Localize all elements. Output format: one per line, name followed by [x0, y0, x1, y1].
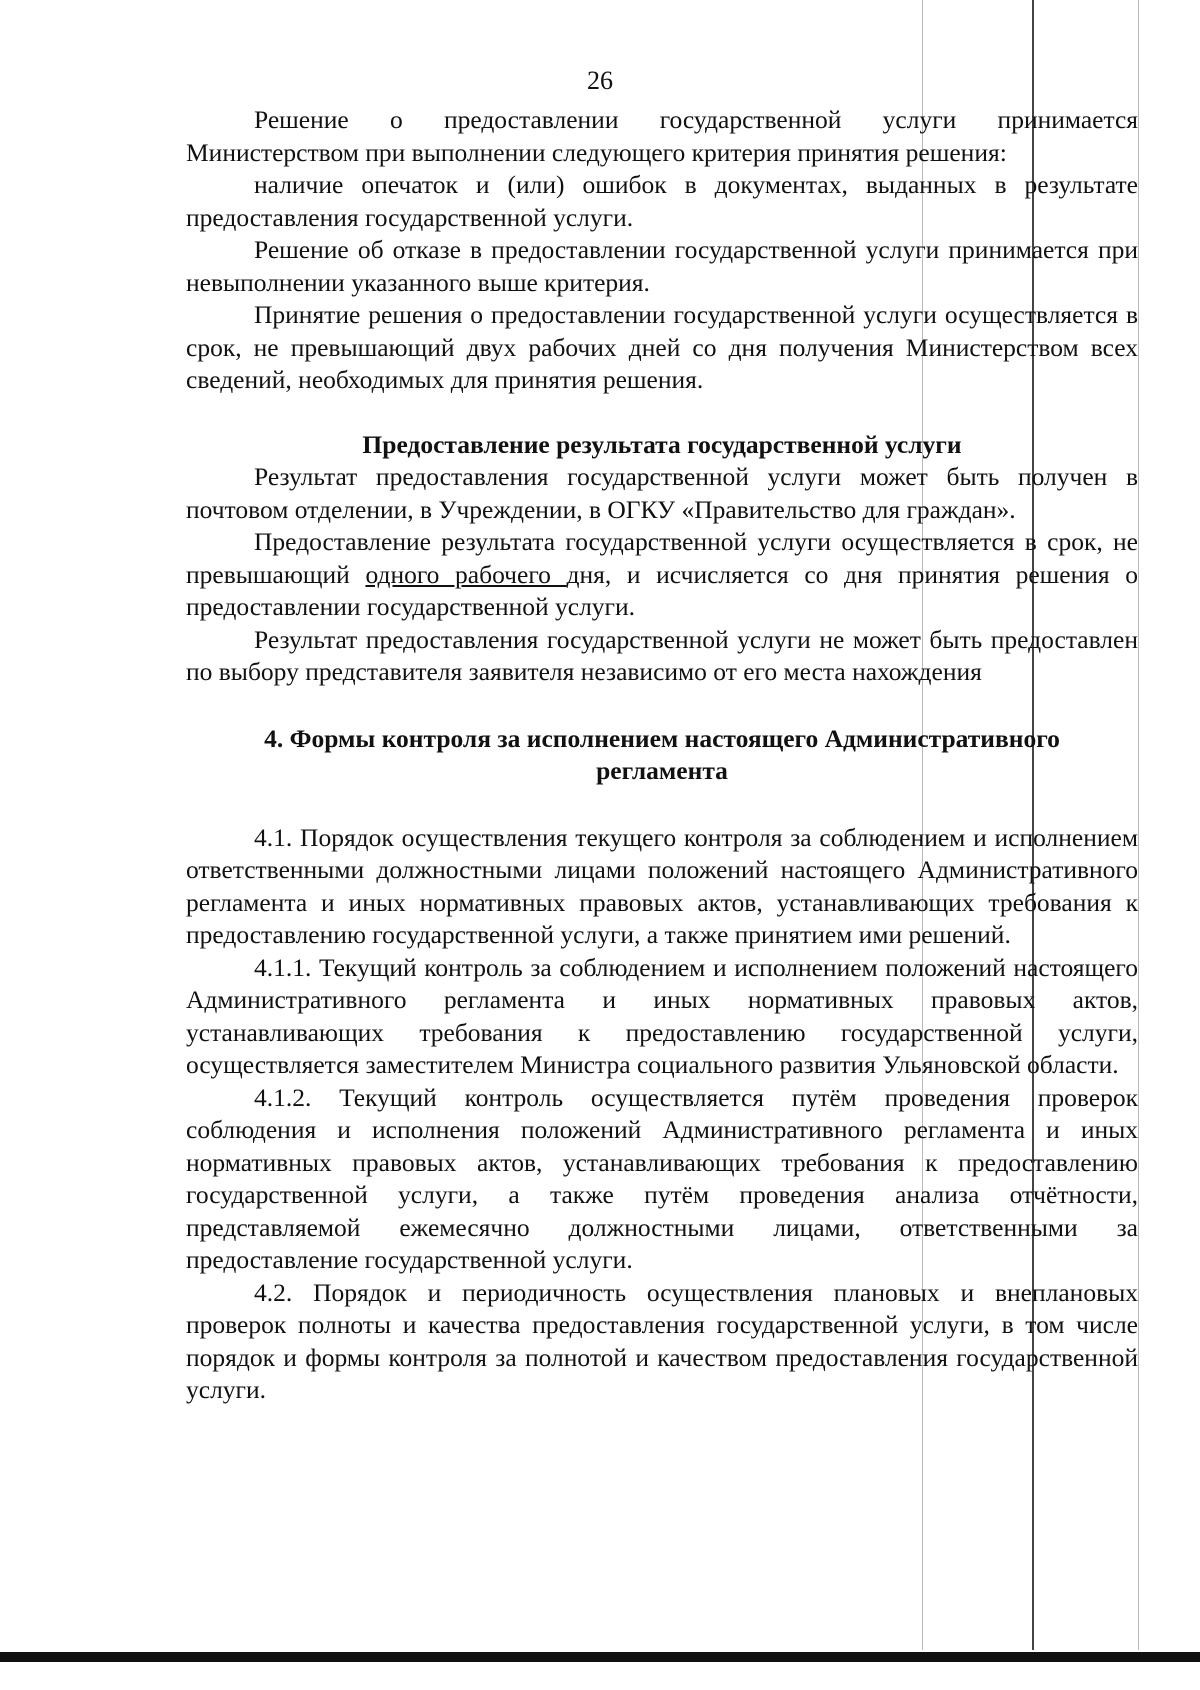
paragraph-4-1-1: 4.1.1. Текущий контроль за соблюдением и исполнением положений настоящего Административного регламента и иных нормативных правовых актов, устанавливающих требования к предоставлению государственной услуги, осуществляется заместителем Министра социального развития Ульяновской области. — [186, 952, 1138, 1079]
heading-section-4 — [186, 723, 1138, 788]
heading-section-4-line1: 4. Формы контроля за исполнением настоящего Административного — [264, 723, 1060, 753]
heading-result-provision: Предоставление результата государственной услуги — [362, 429, 962, 459]
paragraph-criterion-typos: наличие опечаток и (или) ошибок в документах, выданных в результате предоставления государственной услуги. — [186, 170, 1138, 232]
paragraph-4-2: 4.2. Порядок и периодичность осуществления плановых и внеплановых проверок полноты и качества предоставления государственной услуги, в том числе порядок и формы контроля за полнотой и качеством предоставления государственной услуги. — [186, 1277, 1138, 1404]
paragraph-4-1-2: 4.1.2. Текущий контроль осуществляется путём проведения проверок соблюдения и исполнения положений Административного регламента и иных нормативных правовых актов, устанавливающих требования к предоставлению государственной услуги, а также путём проведения анализа отчётности, представляемой ежемесячно должностными лицами, ответственными за предоставление государственной услуги. — [186, 1082, 1138, 1274]
paragraph-decision-term: Принятие решения о предоставлении государственной услуги осуществляется в срок, не превышающий двух рабочих дней со дня получения Министерством всех сведений, необходимых для принятия решения. — [186, 300, 1138, 394]
page-number: 26 — [587, 66, 613, 95]
paragraph-4-1: 4.1. Порядок осуществления текущего контроля за соблюдением и исполнением ответственными должностными лицами положений настоящего Административного регламента и иных нормативных правовых актов, устанавливающих требования к предоставлению государственной услуги, а также принятием ими решений. — [186, 822, 1138, 949]
paragraph-result-choice: Результат предоставления государственной услуги не может быть предоставлен по выбору представителя заявителя независимо от его места нахождения — [186, 624, 1138, 686]
paragraph-result-term — [186, 526, 1138, 624]
page-bottom-border — [0, 1652, 1200, 1662]
paragraph-decision-criterion: Решение о предоставлении государственной услуги принимается Министерством при выполнении следующего критерия принятия решения: — [186, 105, 1138, 167]
result-term-text-1: Предоставление результата государственной услуги осуществляется в срок, не превышающий — [186, 527, 1138, 589]
paragraph-result-receipt: Результат предоставления государственной услуги может быть получен в почтовом отделении, в Учреждении, в ОГКУ «Правительство для граждан». — [186, 462, 1138, 524]
result-term-underlined: одного рабочего — [365, 559, 567, 589]
scan-fold-line-right — [1138, 0, 1139, 1650]
result-term-text-2: дня, и исчисляется со дня принятия решения о предоставлении государственной услуги. — [186, 559, 1138, 621]
document-body — [186, 104, 1138, 1407]
heading-section-4-line2: регламента — [596, 756, 728, 785]
paragraph-refusal: Решение об отказе в предоставлении государственной услуги принимается при невыполнении указанного выше критерия. — [186, 235, 1138, 297]
